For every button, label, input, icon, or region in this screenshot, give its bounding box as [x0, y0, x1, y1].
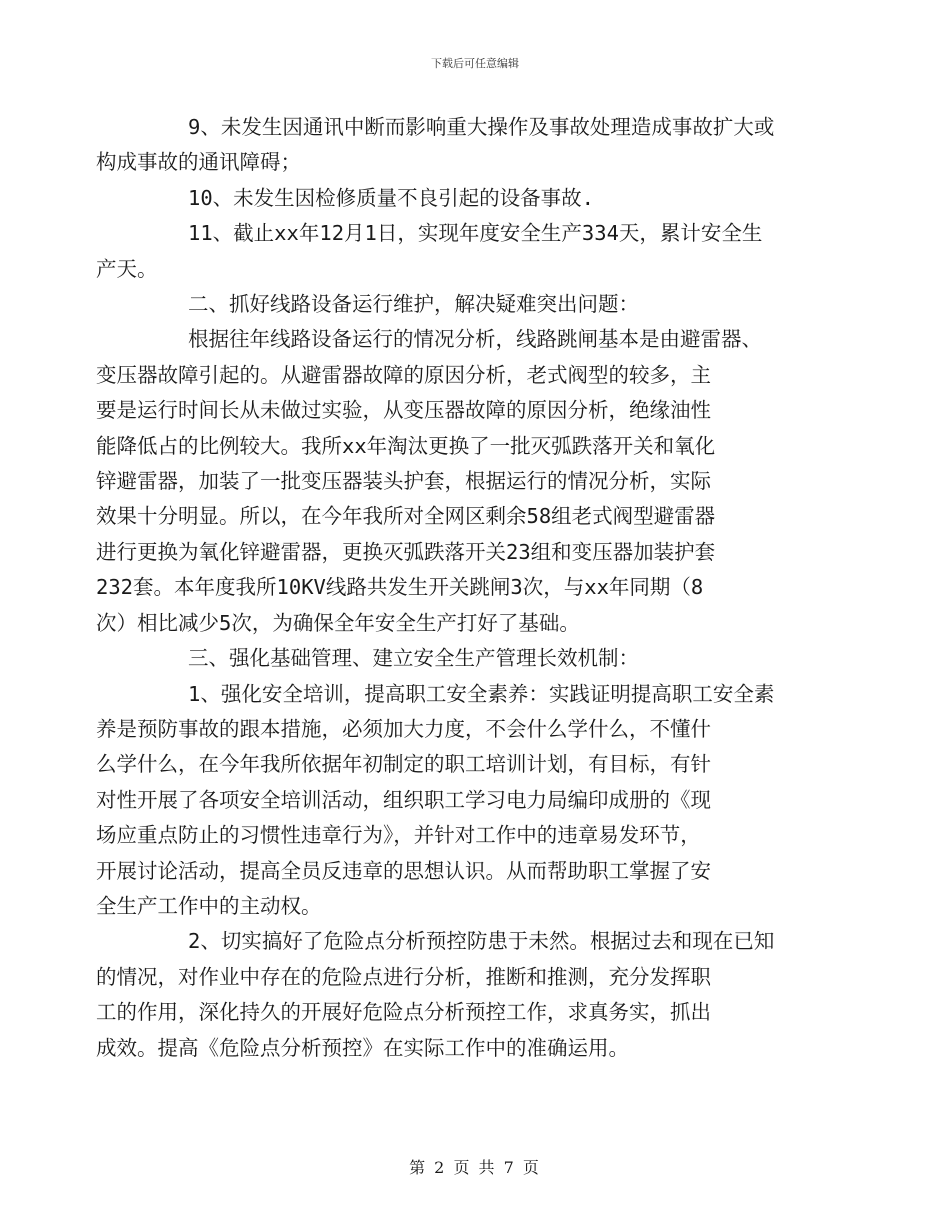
- text-line: 能降低占的比例较大。我所xx年淘汰更换了一批灭弧跌落开关和氧化: [96, 433, 716, 458]
- text-line: 232套。本年度我所10KV线路共发生开关跳闸3次，与xx年同期（8: [96, 575, 704, 600]
- text-line: 效果十分明显。所以，在今年我所对全网区剩余58组老式阀型避雷器: [96, 504, 716, 529]
- text-line: 开展讨论活动，提高全员反违章的思想认识。从而帮助职工掌握了安: [96, 858, 711, 883]
- text-line: 10、未发生因检修质量不良引起的设备事故.: [188, 185, 595, 210]
- text-line: 9、未发生因通讯中断而影响重大操作及事故处理造成事故扩大或: [188, 115, 775, 139]
- text-line: 构成事故的通讯障碍；: [96, 150, 301, 175]
- text-line: 次）相比减少5次，为确保全年安全生产打好了基础。: [96, 610, 580, 635]
- paragraph-risk-control: [96, 924, 810, 1066]
- text-line: 养是预防事故的跟本措施，必须加大力度，不会什么学什么，不懂什: [96, 716, 711, 741]
- text-line: 成效。提高《危险点分析预控》在实际工作中的准确运用。: [96, 1035, 629, 1060]
- page-number-footer: 第 2 页 共 7 页: [409, 1158, 541, 1177]
- text-line: 三、强化基础管理、建立安全生产管理长效机制：: [188, 646, 639, 671]
- text-line: 对性开展了各项安全培训活动，组织职工学习电力局编印成册的《现: [96, 787, 711, 812]
- text-line: 全生产工作中的主动权。: [96, 893, 322, 918]
- document-body: [96, 110, 810, 1066]
- text-line: 么学什么，在今年我所依据年初制定的职工培训计划，有目标，有针: [96, 752, 711, 777]
- text-line: 变压器故障引起的。从避雷器故障的原因分析，老式阀型的较多，主: [96, 362, 711, 387]
- page-header: 下载后可任意编辑: [431, 57, 519, 70]
- text-line: 的情况，对作业中存在的危险点进行分析，推断和推测，充分发挥职: [96, 964, 711, 989]
- text-line: 1、强化安全培训，提高职工安全素养：实践证明提高职工安全素: [188, 681, 775, 706]
- paragraph-item-11: [96, 216, 810, 287]
- text-line: 锌避雷器，加装了一批变压器装头护套，根据运行的情况分析，实际: [96, 469, 711, 494]
- text-line: 进行更换为氧化锌避雷器，更换灭弧跌落开关23组和变压器加装护套: [96, 539, 716, 564]
- text-line: 要是运行时间长从未做过实验，从变压器故障的原因分析，绝缘油性: [96, 398, 711, 423]
- paragraph-item-10: [142, 181, 810, 216]
- text-line: 根据往年线路设备运行的情况分析，线路跳闸基本是由避雷器、: [188, 327, 762, 352]
- text-line: 二、抓好线路设备运行维护，解决疑难突出问题：: [188, 292, 639, 317]
- text-line: 11、截止xx年12月1日，实现年度安全生产334天，累计安全生: [188, 221, 763, 246]
- text-line: 工的作用，深化持久的开展好危险点分析预控工作，求真务实，抓出: [96, 1000, 711, 1025]
- section-heading-3: [142, 641, 810, 676]
- paragraph-item-9: [96, 110, 810, 181]
- text-line: 场应重点防止的习惯性违章行为》，并针对工作中的违章易发环节，: [96, 823, 701, 848]
- paragraph-line-analysis: [96, 322, 810, 641]
- paragraph-safety-training: [96, 677, 810, 925]
- text-line: 产天。: [96, 256, 158, 281]
- text-line: 2、切实搞好了危险点分析预控防患于未然。根据过去和现在已知: [188, 929, 775, 954]
- section-heading-2: [142, 287, 810, 322]
